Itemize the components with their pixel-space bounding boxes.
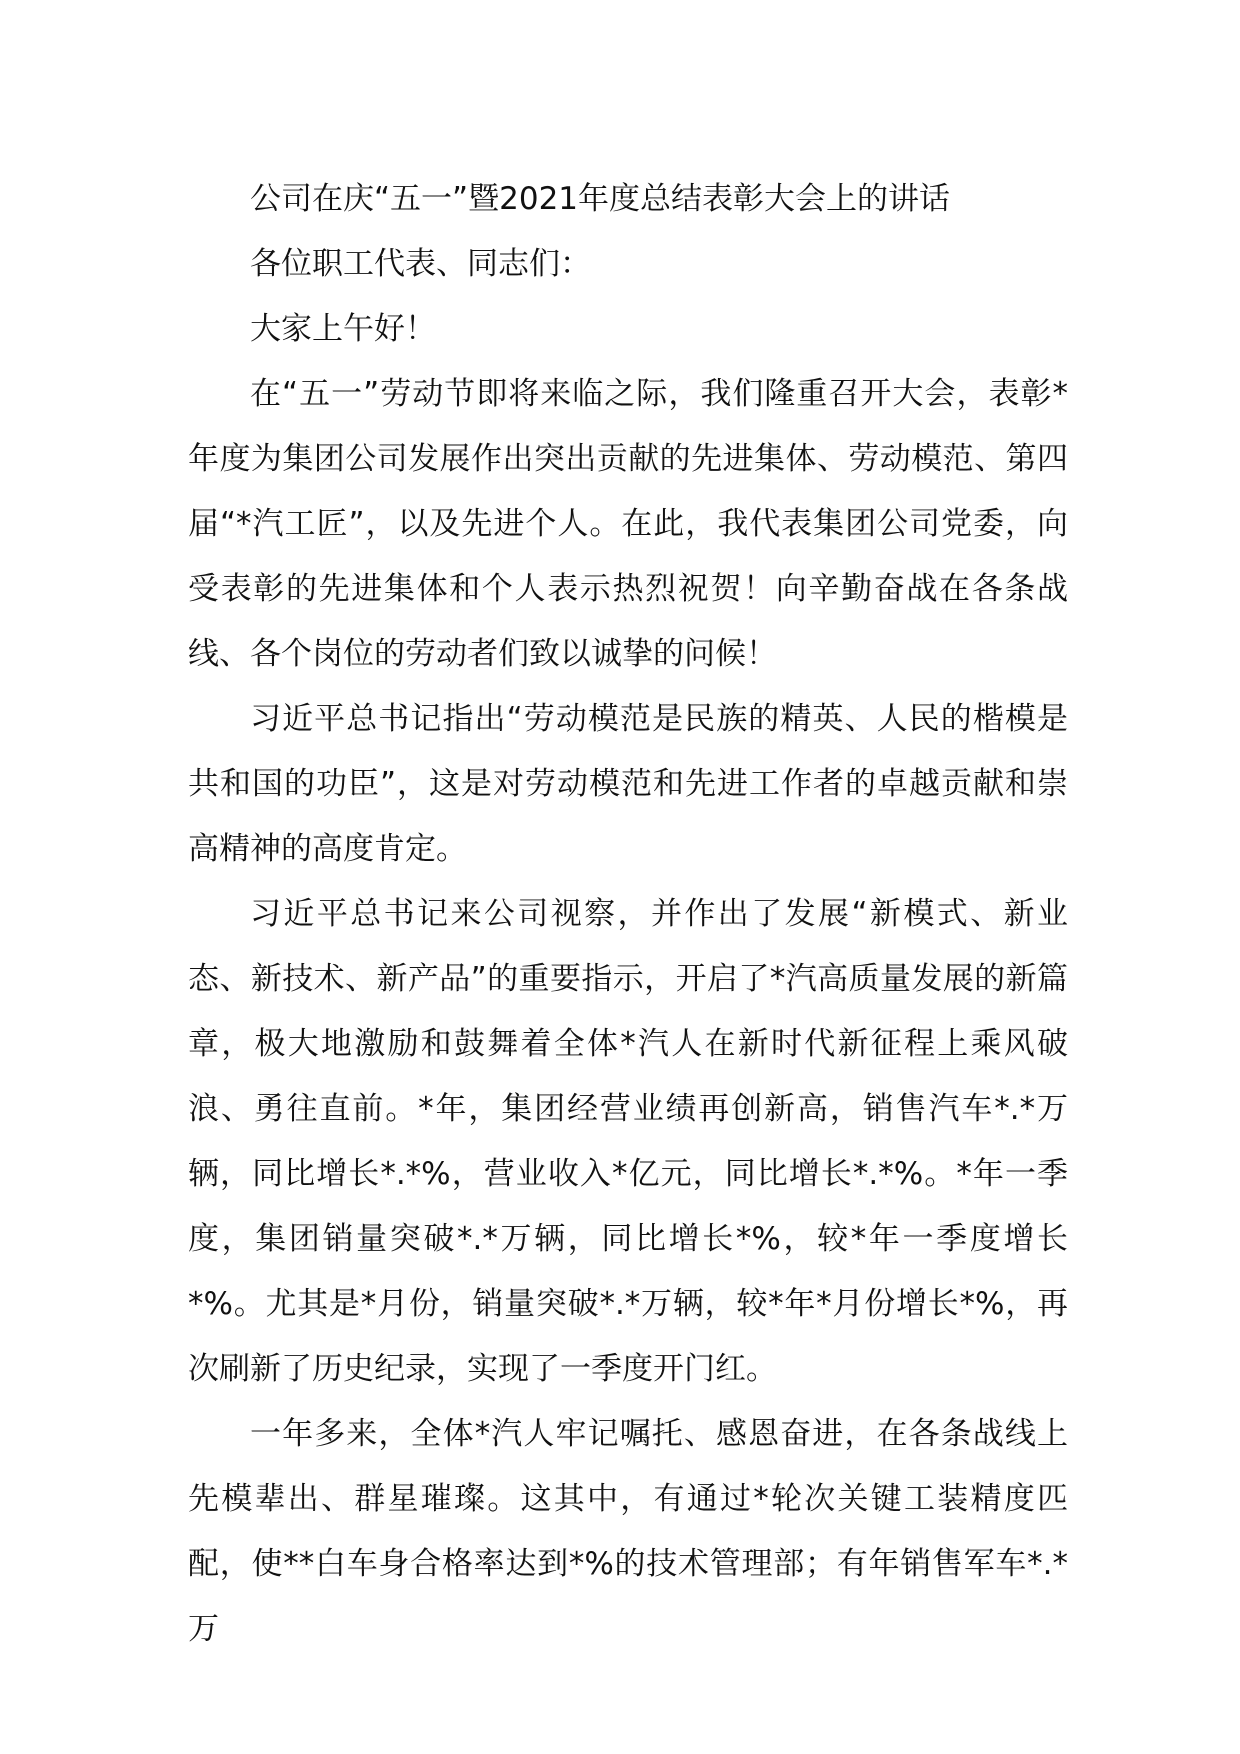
document-title: 公司在庆“五一”暨2021年度总结表彰大会上的讲话 <box>250 181 951 217</box>
paragraph-achievements: 一年多来，全体*汽人牢记嘱托、感恩奋进，在各条战线上先模辈出、群星璀璨。这其中，有通过*轮次关键工装精度匹配，使**白车身合格率达到*%的技术管理部；有年销售军车*.*万 <box>188 1416 1068 1647</box>
paragraph-performance: 习近平总书记来公司视察，并作出了发展“新模式、新业态、新技术、新产品”的重要指示，开启了*汽高质量发展的新篇章，极大地激励和鼓舞着全体*汽人在新时代新征程上乘风破浪、勇往直前。*年，集团经营业绩再创新高，销售汽车*.*万辆，同比增长*.*%，营业收入*亿元，同比增长*.*%。*年一季度，集团销量突破*.*万辆，同比增长*%，较*年一季度增长*%。尤其是*月份，销量突破*.*万辆，较*年*月份增长*%，再次刷新了历史纪录，实现了一季度开门红。 <box>188 896 1068 1387</box>
paragraph-quote: 习近平总书记指出“劳动模范是民族的精英、人民的楷模是共和国的功臣”，这是对劳动模范和先进工作者的卓越贡献和崇高精神的高度肯定。 <box>188 701 1068 867</box>
salutation: 各位职工代表、同志们： <box>250 246 591 282</box>
paragraph-commendation: 在“五一”劳动节即将来临之际，我们隆重召开大会，表彰*年度为集团公司发展作出突出贡献的先进集体、劳动模范、第四届“*汽工匠”，以及先进个人。在此，我代表集团公司党委，向受表彰的先进集体和个人表示热烈祝贺！向辛勤奋战在各条战线、各个岗位的劳动者们致以诚挚的问候！ <box>188 376 1068 672</box>
greeting: 大家上午好！ <box>250 311 436 347</box>
document-body <box>188 167 1068 1662</box>
